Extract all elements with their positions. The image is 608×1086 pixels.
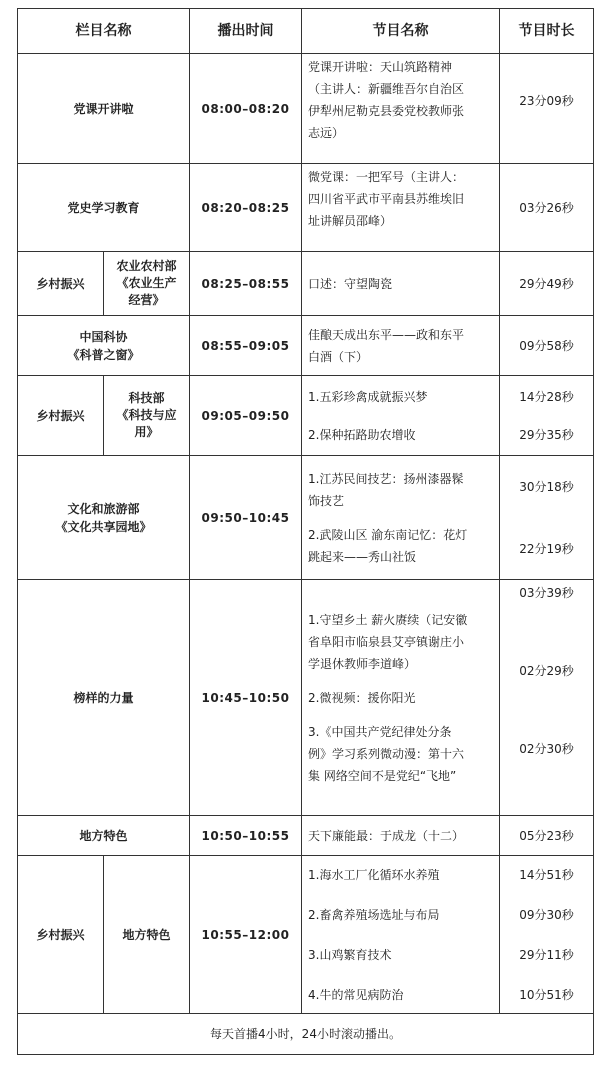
duration-value: 23分09秒 [519, 94, 574, 108]
column-name: 乡村振兴 [18, 376, 104, 456]
program-line: 微党课：一把军号（主讲人： [308, 170, 465, 184]
air-time: 10:45–10:50 [190, 580, 302, 816]
air-time: 10:55–12:00 [190, 856, 302, 1014]
air-time: 10:50–10:55 [190, 816, 302, 856]
program-line: 伊犁州尼勒克县委党校教师张 [308, 104, 465, 118]
air-time: 09:50–10:45 [190, 456, 302, 580]
duration-value: 29分49秒 [519, 276, 574, 291]
table-row [18, 856, 594, 1014]
footer-note: 每天首播4小时，24小时滚动播出。 [18, 1014, 594, 1055]
duration-cell [500, 456, 594, 580]
air-time: 09:05–09:50 [190, 376, 302, 456]
duration-value: 03分26秒 [519, 200, 574, 215]
program-line: 跳起来——秀山社饭 [308, 549, 417, 564]
table-row [18, 816, 594, 856]
table-row [18, 456, 594, 580]
program-line: （主讲人：新疆维吾尔自治区 [308, 82, 465, 96]
schedule-wrapper [17, 8, 593, 1055]
program-line: 2.畜禽养殖场选址与布局 [308, 907, 440, 922]
program-line: 集 网络空间不是党纪“飞地” [308, 768, 457, 783]
program-cell [302, 856, 500, 1014]
program-cell [302, 456, 500, 580]
column-name: 乡村振兴 [18, 856, 104, 1014]
duration-cell [500, 316, 594, 376]
program-line: 4.牛的常见病防治 [308, 987, 404, 1002]
program-line: 党课开讲啦：天山筑路精神 [308, 60, 453, 74]
sub-column-name [104, 252, 190, 316]
program-line: 志远） [308, 126, 345, 140]
sub-column-line: 《农业生产 [116, 276, 177, 290]
column-name [18, 456, 190, 580]
program-cell [302, 816, 500, 856]
program-line: 天下廉能最：于成龙（十二） [308, 828, 465, 843]
duration-value: 05分23秒 [519, 828, 574, 843]
sub-column-line: 用》 [134, 425, 159, 439]
program-line: 址讲解员邵峰） [308, 214, 393, 228]
duration-cell [500, 376, 594, 456]
air-time: 08:20–08:25 [190, 164, 302, 252]
sub-column-line: 农业农村部 [116, 259, 177, 273]
header-row [18, 9, 594, 54]
column-name: 地方特色 [18, 816, 190, 856]
program-line: 口述：守望陶瓷 [308, 276, 393, 291]
program-line: 1.五彩珍禽成就振兴梦 [308, 389, 428, 404]
duration-value: 14分51秒 [519, 867, 574, 882]
program-line: 2.武陵山区 渝东南记忆：花灯 [308, 527, 468, 542]
program-cell [302, 252, 500, 316]
column-name-line: 文化和旅游部 [67, 501, 140, 516]
column-name: 榜样的力量 [18, 580, 190, 816]
program-cell [302, 376, 500, 456]
program-line: 2.保种拓路助农增收 [308, 427, 416, 442]
program-line: 1.江苏民间技艺：扬州漆器髹 [308, 471, 464, 486]
table-row [18, 376, 594, 456]
program-line: 3.山鸡繁育技术 [308, 947, 392, 962]
table-row [18, 252, 594, 316]
program-line: 省阜阳市临泉县艾亭镇谢庄小 [308, 634, 465, 649]
program-line: 3.《中国共产党纪律处分条 [308, 724, 452, 739]
table-row [18, 316, 594, 376]
air-time: 08:25–08:55 [190, 252, 302, 316]
program-line: 例》学习系列微动漫：第十六 [308, 746, 465, 761]
duration-cell [500, 580, 594, 816]
schedule-table [17, 8, 594, 1055]
duration-cell [500, 252, 594, 316]
sub-column-name [104, 376, 190, 456]
air-time: 08:00–08:20 [190, 54, 302, 164]
sub-column-name: 地方特色 [104, 856, 190, 1014]
duration-cell [500, 54, 594, 164]
table-row [18, 54, 594, 164]
program-cell [302, 316, 500, 376]
table-row [18, 580, 594, 816]
program-line: 学退休教师李道峰） [308, 656, 417, 671]
table-row [18, 164, 594, 252]
header-program-name: 节目名称 [302, 9, 500, 54]
duration-cell [500, 164, 594, 252]
column-name-line: 《科普之窗》 [67, 347, 140, 362]
program-line: 白酒（下） [308, 349, 369, 364]
column-name-line: 中国科协 [79, 329, 128, 344]
column-name-line: 《文化共享园地》 [55, 519, 152, 534]
duration-value: 29分35秒 [519, 427, 574, 442]
header-duration: 节目时长 [500, 9, 594, 54]
footer-row [18, 1014, 594, 1055]
program-line: 1.海水工厂化循环水养殖 [308, 867, 440, 882]
program-line: 2.微视频：援你阳光 [308, 690, 416, 705]
duration-value: 09分30秒 [519, 907, 574, 922]
duration-value: 14分28秒 [519, 389, 574, 404]
column-name: 乡村振兴 [18, 252, 104, 316]
program-cell [302, 580, 500, 816]
duration-value: 29分11秒 [519, 947, 574, 962]
program-line: 1.守望乡土 薪火赓续（记安徽 [308, 612, 468, 627]
header-air-time: 播出时间 [190, 9, 302, 54]
air-time: 08:55–09:05 [190, 316, 302, 376]
sub-column-line: 《科技与应 [116, 408, 177, 422]
column-name: 党课开讲啦 [18, 54, 190, 164]
header-column-name: 栏目名称 [18, 9, 190, 54]
duration-value: 03分39秒 [519, 586, 574, 600]
program-line: 佳酿天成出东平——政和东平 [308, 327, 465, 342]
duration-value: 30分18秒 [519, 479, 574, 494]
sub-column-line: 科技部 [128, 391, 165, 405]
program-line: 四川省平武市平南县苏维埃旧 [308, 192, 465, 206]
column-name [18, 316, 190, 376]
duration-value: 22分19秒 [519, 541, 574, 556]
program-cell [302, 164, 500, 252]
sub-column-line: 经营》 [128, 293, 165, 307]
duration-value: 10分51秒 [519, 987, 574, 1002]
column-name: 党史学习教育 [18, 164, 190, 252]
duration-value: 02分29秒 [519, 664, 574, 678]
duration-cell [500, 816, 594, 856]
program-cell [302, 54, 500, 164]
duration-cell [500, 856, 594, 1014]
program-line: 饰技艺 [308, 493, 345, 508]
duration-value: 09分58秒 [519, 338, 574, 353]
duration-value: 02分30秒 [519, 742, 574, 756]
